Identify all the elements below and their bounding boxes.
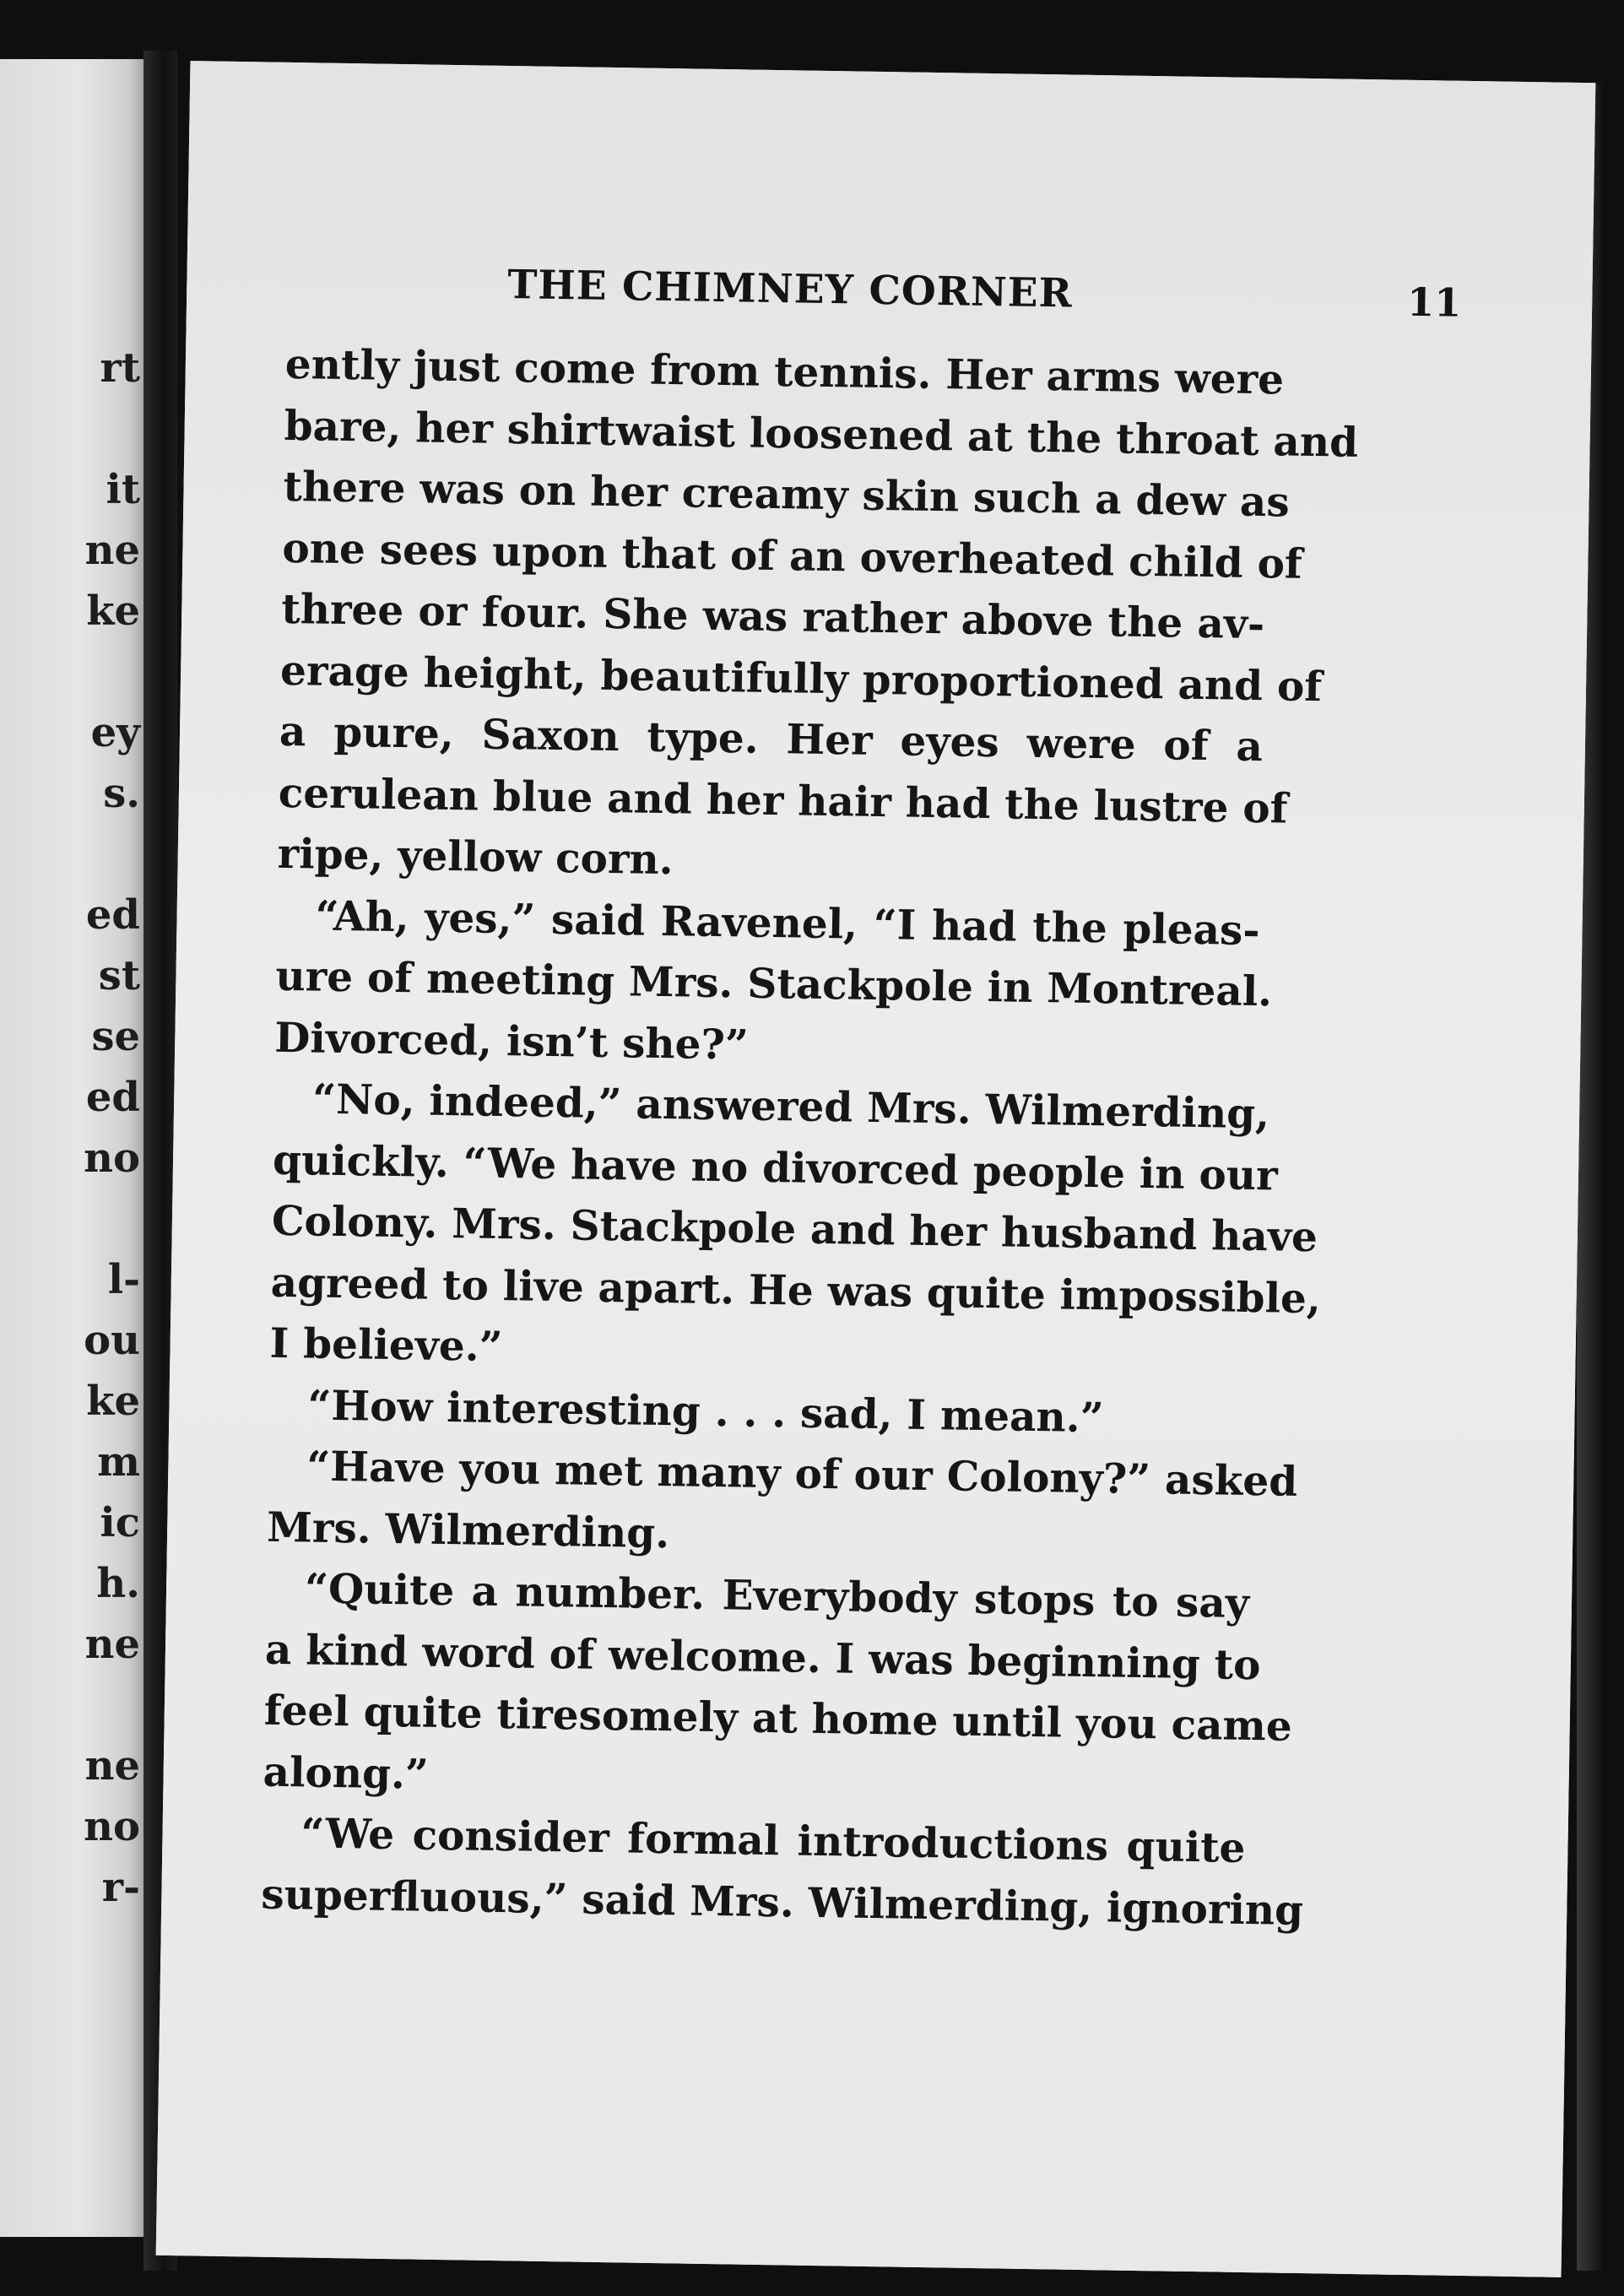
facing-line: ne [84, 1742, 140, 1790]
facing-line: m [97, 1438, 140, 1486]
facing-line: it [106, 466, 140, 513]
facing-line: r- [101, 1864, 140, 1911]
facing-line: se [91, 1013, 140, 1060]
body-text [260, 334, 1359, 1941]
facing-line: ou [84, 1317, 140, 1364]
facing-line: h. [96, 1560, 140, 1607]
text-line: Divorced, isn’t she?” [273, 1013, 750, 1069]
facing-line: ed [85, 891, 140, 939]
facing-page-edge [0, 59, 150, 2237]
text-line: ripe, yellow corn. [277, 829, 674, 885]
text-line: “How interesting . . . sad, I mean.” [307, 1380, 1105, 1442]
running-header [507, 262, 1462, 344]
text-line: bare, her shirtwaist loosened at the throat and [284, 401, 1359, 467]
text-line: one sees upon that of an overheated child of [282, 523, 1303, 588]
running-title: THE CHIMNEY CORNER [506, 262, 1074, 317]
text-line: ure of meeting Mrs. Stackpole in Montreal. [275, 951, 1273, 1016]
facing-line: st [98, 952, 140, 999]
text-line: ently just come from tennis. Her arms were [284, 339, 1285, 404]
text-line: along.” [263, 1747, 430, 1799]
facing-line [5, 398, 140, 459]
facing-line: ke [86, 1378, 140, 1425]
text-line: Mrs. Wilmerding. [266, 1503, 670, 1557]
facing-line [5, 824, 140, 885]
facing-line: ke [86, 588, 140, 635]
facing-line [5, 1189, 140, 1249]
text-line: feel quite tiresomely at home until you came [263, 1686, 1293, 1751]
facing-line: no [84, 1803, 140, 1850]
text-line: three or four. She was rather above the av- [280, 584, 1265, 649]
text-line: “No, indeed,” answered Mrs. Wilmerding, [311, 1075, 1270, 1139]
facing-line [5, 1675, 140, 1736]
text-line: agreed to live apart. He was quite impossible, [270, 1258, 1322, 1323]
facing-line: ne [84, 527, 140, 574]
text-line: quickly. “We have no divorced people in our [272, 1135, 1279, 1199]
facing-line: no [84, 1134, 140, 1182]
text-line: Colony. Mrs. Stackpole and her husband have [271, 1196, 1318, 1262]
facing-line: l- [107, 1256, 140, 1303]
text-line: “Have you met many of our Colony?” asked [306, 1442, 1298, 1506]
text-line: “Quite a number. Everybody stops to say [304, 1564, 1250, 1628]
page-number: 11 [1406, 279, 1462, 326]
facing-line: ne [84, 1621, 140, 1668]
facing-line: s. [103, 770, 140, 817]
facing-line: ic [100, 1499, 140, 1546]
facing-page-text [5, 338, 140, 1918]
text-line: a kind word of welcome. I was beginning to [264, 1625, 1261, 1689]
text-line: cerulean blue and her hair had the lustre of [278, 768, 1289, 833]
text-line: there was on her creamy skin such a dew as [283, 462, 1291, 527]
facing-line [5, 642, 140, 702]
text-line: erage height, beautifully proportioned and of [279, 646, 1323, 711]
text-line: “We consider formal introductions quite [300, 1809, 1246, 1872]
text-line: “Ah, yes,” said Ravenel, “I had the pleas- [315, 891, 1260, 955]
facing-line: ed [85, 1074, 140, 1121]
text-line: superfluous,” said Mrs. Wilmerding, ignoring [260, 1870, 1304, 1935]
text-line: a pure, Saxon type. Her eyes were of a [279, 707, 1264, 772]
text-line: I believe.” [269, 1319, 503, 1372]
book-page [156, 61, 1596, 2277]
facing-line: rt [100, 344, 140, 392]
facing-line: ey [90, 709, 140, 756]
